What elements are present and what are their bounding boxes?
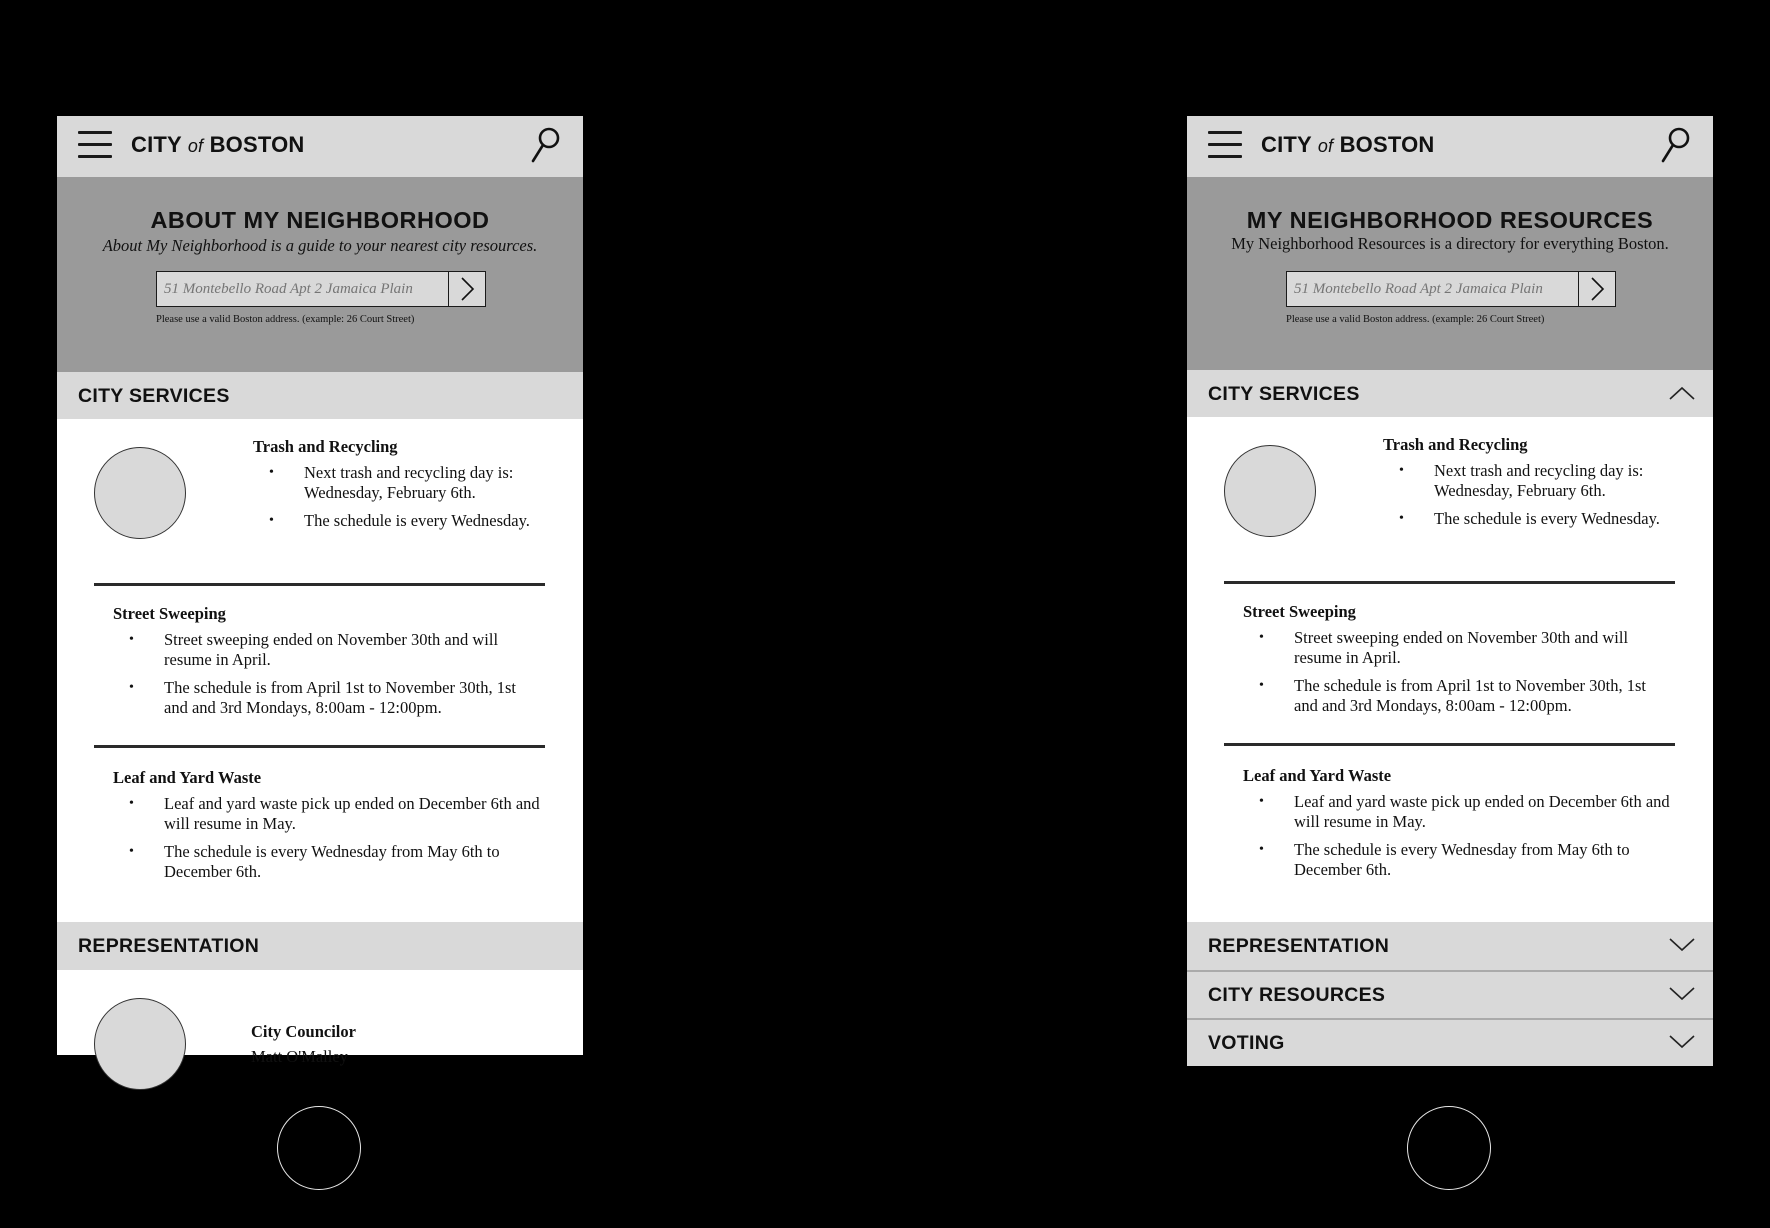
list-item: • Street sweeping ended on November 30th and will resume in April. xyxy=(113,630,543,669)
address-hint: Please use a valid Boston address. (example: 26 Court Street) xyxy=(156,314,415,325)
brand-logo[interactable] xyxy=(131,132,304,158)
list-item: • The schedule is from April 1st to November 30th, 1st and and 3rd Mondays, 8:00am - 12:00pm. xyxy=(1243,676,1673,715)
brand-of: of xyxy=(187,136,204,156)
service-title-leaf-yard: Leaf and Yard Waste xyxy=(113,768,262,787)
search-icon[interactable] xyxy=(1659,126,1691,164)
address-input[interactable] xyxy=(157,272,448,306)
chevron-right-icon xyxy=(459,276,475,302)
list-item: • Next trash and recycling day is: Wednesday, February 6th. xyxy=(1383,461,1683,500)
list-item: • The schedule is every Wednesday. xyxy=(253,511,553,531)
divider xyxy=(94,583,545,586)
address-search xyxy=(1286,271,1616,307)
councilor-photo-placeholder xyxy=(94,998,186,1090)
top-bar xyxy=(1187,116,1713,177)
page-subtitle: My Neighborhood Resources is a directory for everything Boston. xyxy=(1231,234,1669,253)
list-item: • Street sweeping ended on November 30th and will resume in April. xyxy=(1243,628,1673,667)
section-header-city-services[interactable] xyxy=(1187,370,1713,417)
brand-city: CITY xyxy=(131,132,182,157)
service-title-leaf-yard: Leaf and Yard Waste xyxy=(1243,766,1392,785)
chevron-down-icon xyxy=(1668,986,1696,1002)
address-submit-button[interactable] xyxy=(448,272,485,306)
chevron-down-icon xyxy=(1668,937,1696,953)
representative-name[interactable]: Matt O'Malley xyxy=(251,1047,348,1066)
service-title-street-sweeping: Street Sweeping xyxy=(113,604,226,623)
page-title: ABOUT MY NEIGHBORHOOD xyxy=(150,207,490,233)
section-label: CITY SERVICES xyxy=(78,385,230,407)
address-input[interactable] xyxy=(1287,272,1578,306)
top-bar xyxy=(57,116,583,177)
page-subtitle: About My Neighborhood is a guide to your nearest city resources. xyxy=(102,236,538,255)
service-bullets-street-sweeping xyxy=(1243,628,1673,724)
section-header-representation[interactable] xyxy=(1187,922,1713,970)
divider xyxy=(1224,743,1675,746)
section-header-voting[interactable] xyxy=(1187,1018,1713,1066)
address-hint: Please use a valid Boston address. (example: 26 Court Street) xyxy=(1286,314,1545,325)
hamburger-icon[interactable] xyxy=(78,130,112,158)
list-item: • The schedule is from April 1st to November 30th, 1st and and 3rd Mondays, 8:00am - 12:00pm. xyxy=(113,678,543,717)
service-bullets-trash xyxy=(1383,461,1683,538)
section-header-city-resources[interactable] xyxy=(1187,970,1713,1018)
service-bullets-trash xyxy=(253,463,553,540)
hamburger-icon[interactable] xyxy=(1208,130,1242,158)
chevron-down-icon xyxy=(1668,1034,1696,1050)
representative-role: City Councilor xyxy=(251,1022,356,1041)
chevron-right-icon xyxy=(1589,276,1605,302)
brand-logo[interactable] xyxy=(1261,132,1434,158)
address-search xyxy=(156,271,486,307)
home-button-right[interactable] xyxy=(1407,1106,1491,1190)
service-icon-placeholder xyxy=(1224,445,1316,537)
list-item: • The schedule is every Wednesday from May 6th to December 6th. xyxy=(113,842,543,881)
divider xyxy=(94,745,545,748)
brand-city: CITY xyxy=(1261,132,1312,157)
phone-screen-about-my-neighborhood xyxy=(57,116,583,1066)
page-title: MY NEIGHBORHOOD RESOURCES xyxy=(1246,207,1654,233)
service-bullets-leaf-yard xyxy=(113,794,543,890)
service-icon-placeholder xyxy=(94,447,186,539)
list-item: • The schedule is every Wednesday from May 6th to December 6th. xyxy=(1243,840,1673,879)
chevron-up-icon xyxy=(1668,385,1696,401)
brand-boston: BOSTON xyxy=(1339,132,1435,157)
section-header-representation[interactable] xyxy=(57,922,583,970)
home-button-left[interactable] xyxy=(277,1106,361,1190)
service-title-street-sweeping: Street Sweeping xyxy=(1243,602,1356,621)
service-title-trash: Trash and Recycling xyxy=(253,437,398,456)
section-label: CITY RESOURCES xyxy=(1208,984,1386,1006)
service-bullets-leaf-yard xyxy=(1243,792,1673,888)
divider xyxy=(1224,581,1675,584)
section-label: REPRESENTATION xyxy=(1208,935,1390,957)
section-label: VOTING xyxy=(1208,1032,1285,1054)
section-header-city-services[interactable] xyxy=(57,372,583,419)
list-item: • Leaf and yard waste pick up ended on December 6th and will resume in May. xyxy=(113,794,543,833)
list-item: • The schedule is every Wednesday. xyxy=(1383,509,1683,529)
list-item: • Leaf and yard waste pick up ended on December 6th and will resume in May. xyxy=(1243,792,1673,831)
brand-boston: BOSTON xyxy=(209,132,305,157)
section-label: CITY SERVICES xyxy=(1208,383,1360,405)
hero-banner xyxy=(1187,177,1713,370)
service-bullets-street-sweeping xyxy=(113,630,543,726)
service-title-trash: Trash and Recycling xyxy=(1383,435,1528,454)
list-item: • Next trash and recycling day is: Wednesday, February 6th. xyxy=(253,463,553,502)
hero-banner xyxy=(57,177,583,372)
brand-of: of xyxy=(1317,136,1334,156)
section-label: REPRESENTATION xyxy=(78,935,260,957)
phone-screen-my-neighborhood-resources xyxy=(1187,116,1713,1055)
search-icon[interactable] xyxy=(529,126,561,164)
address-submit-button[interactable] xyxy=(1578,272,1615,306)
